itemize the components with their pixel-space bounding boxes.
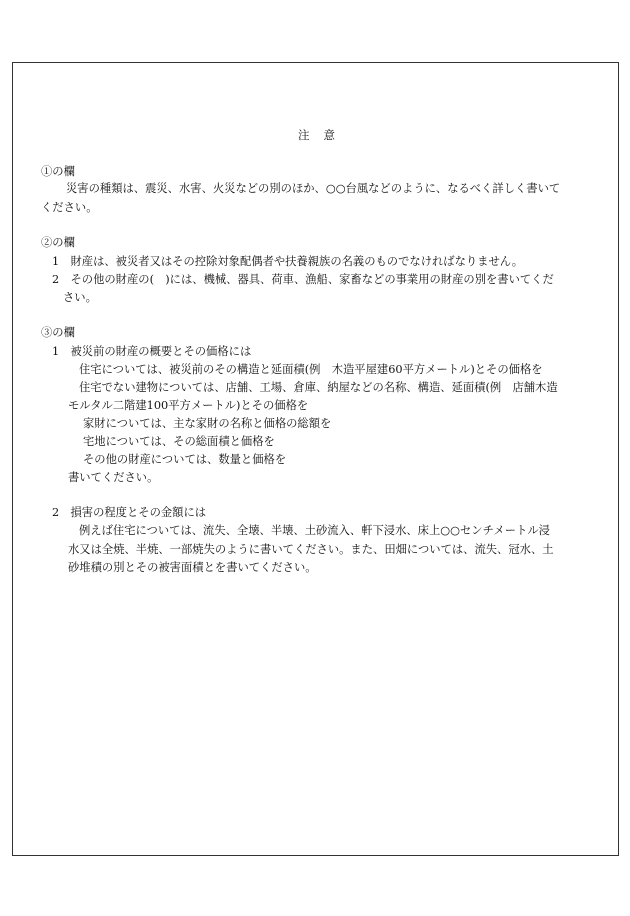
section1-text-line2: ください。 [41,201,98,214]
section3-item1-line6: その他の財産については、数量と価格を [83,453,287,466]
section3-item1-line3: モルタル二階建100平方メートル)とその価格を [68,399,309,412]
section3-item1-title: 1 被災前の財産の概要とその価格には [52,345,252,358]
section3-item1-line2: 住宅でない建物については、店舗、工場、倉庫、納屋などの名称、構造、延面積(例 店舗木造 [79,381,558,394]
section3-item1-line7: 書いてください。 [68,471,159,484]
section1-text-line1: 災害の種類は、震災、水害、火災などの別のほか、○○台風などのように、なるべく詳しく書いて [66,182,561,195]
section3-item2-line3: 砂堆積の別とその被害面積とを書いてください。 [68,561,317,574]
section3-item2-title: 2 損害の程度とその金額には [52,506,207,519]
section3-item1-line5: 宅地については、その総面積と価格を [83,435,275,448]
page-title: 注意 [298,128,349,142]
section2-heading: ②の欄 [41,236,75,249]
section2-item1: 1 財産は、被災者又はその控除対象配偶者や扶養親族の名義のものでなければなりません。 [52,255,524,268]
section3-heading: ③の欄 [41,326,75,339]
section1-heading: ①の欄 [41,165,75,178]
section3-item2-line1: 例えば住宅については、流失、全壊、半壊、土砂流入、軒下浸水、床上○○センチメートル浸 [79,524,550,537]
section3-item2-line2: 水又は全焼、半焼、一部焼失のように書いてください。また、田畑については、流失、冠水、土 [68,543,554,556]
section3-item1-line4: 家財については、主な家財の名称と価格の総額を [83,417,332,430]
section2-item2-line1: 2 その他の財産の( )には、機械、器具、荷車、漁船、家畜などの事業用の財産の別を書いてくだ [52,273,554,286]
section3-item1-line1: 住宅については、被災前のその構造と延面積(例 木造平屋建60平方メートル)とその価格を [79,363,543,376]
section2-item2-line2: さい。 [63,291,97,304]
